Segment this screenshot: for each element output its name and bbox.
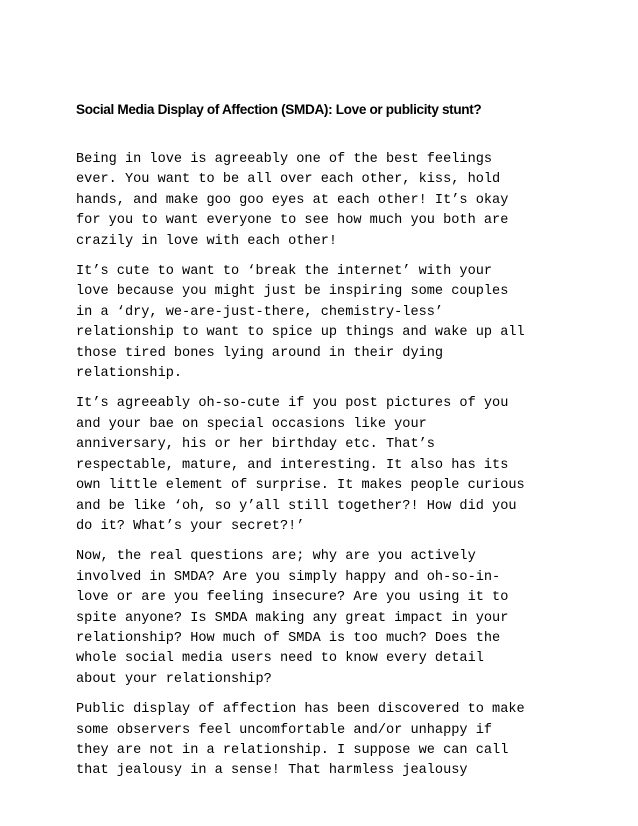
paragraph-line: about your relationship? xyxy=(76,671,272,687)
paragraph-line: in a ‘dry, we-are-just-there, chemistry-less’ xyxy=(76,304,444,320)
paragraph-line: and your bae on special occasions like your xyxy=(76,416,427,432)
paragraph-line: hands, and make goo goo eyes at each other! It’s okay xyxy=(76,192,509,208)
paragraph-line: and be like ‘oh, so y’all still together?! How did you xyxy=(76,498,517,514)
paragraph-line: relationship? How much of SMDA is too much? Does the xyxy=(76,630,501,646)
paragraph xyxy=(76,150,566,252)
paragraph xyxy=(76,700,566,782)
document-title: Social Media Display of Affection (SMDA): Love or publicity stunt? xyxy=(76,102,482,117)
paragraph xyxy=(76,547,566,690)
paragraph-line: own little element of surprise. It makes people curious xyxy=(76,478,525,494)
paragraph-line: do it? What’s your secret?!’ xyxy=(76,518,305,534)
paragraph-line: ever. You want to be all over each other, kiss, hold xyxy=(76,172,501,188)
paragraph-line: It’s cute to want to ‘break the internet’ with your xyxy=(76,264,493,280)
paragraph-line: Now, the real questions are; why are you actively xyxy=(76,549,476,565)
paragraph-line: anniversary, his or her birthday etc. That’s xyxy=(76,437,435,453)
paragraph-line: that jealousy in a sense! That harmless jealousy xyxy=(76,763,468,779)
paragraph-line: some observers feel uncomfortable and/or unhappy if xyxy=(76,722,493,738)
paragraph-line: love or are you feeling insecure? Are you using it to xyxy=(76,590,509,606)
paragraph-line: relationship. xyxy=(76,366,183,382)
paragraph-line: crazily in love with each other! xyxy=(76,233,338,249)
paragraph-line: It’s agreeably oh-so-cute if you post pictures of you xyxy=(76,396,509,412)
document-body xyxy=(76,150,566,792)
paragraph-line: for you to want everyone to see how much you both are xyxy=(76,213,509,229)
paragraph-line: respectable, mature, and interesting. It also has its xyxy=(76,457,509,473)
paragraph-line: Public display of affection has been discovered to make xyxy=(76,702,525,718)
paragraph xyxy=(76,394,566,537)
paragraph-line: relationship to want to spice up things and wake up all xyxy=(76,325,525,341)
paragraph-line: love because you might just be inspiring some couples xyxy=(76,284,509,300)
paragraph-line: whole social media users need to know every detail xyxy=(76,651,484,667)
paragraph-line: involved in SMDA? Are you simply happy and oh-so-in- xyxy=(76,569,501,585)
paragraph-line: those tired bones lying around in their dying xyxy=(76,345,444,361)
paragraph xyxy=(76,262,566,384)
paragraph-line: they are not in a relationship. I suppose we can call xyxy=(76,742,509,758)
paragraph-line: spite anyone? Is SMDA making any great impact in your xyxy=(76,610,509,626)
paragraph-line: Being in love is agreeably one of the best feelings xyxy=(76,152,493,167)
